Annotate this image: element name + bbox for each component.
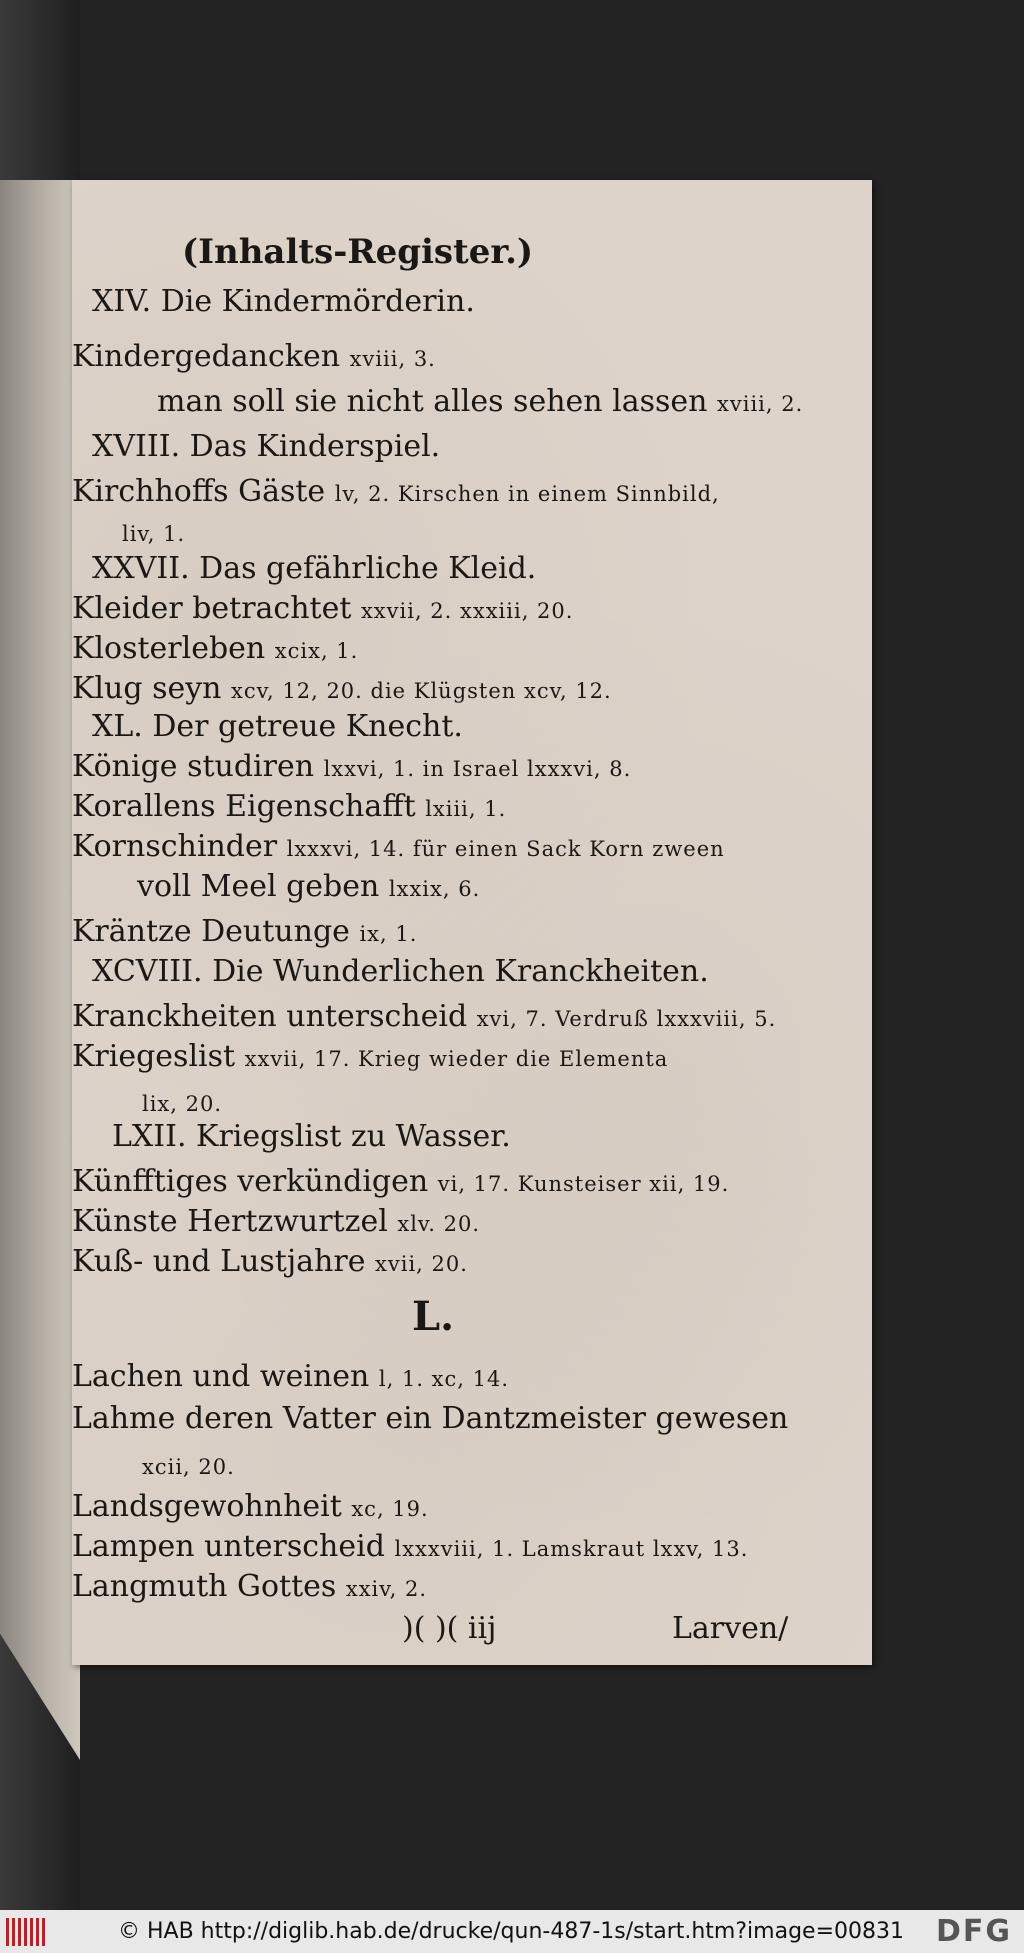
entry-text: Lahme deren Vatter ein Dantzmeister gewesen [72,1401,789,1436]
entry-text: XCVIII. Die Wunderlichen Kranckheiten. [92,954,709,989]
entry-text: Klug seyn [72,671,222,706]
letter-heading: L. [412,1293,455,1340]
index-entry [142,1448,235,1484]
entry-ref: xlv. 20. [397,1212,481,1236]
entry-ref: liv, 1. [122,522,186,546]
index-entry [72,672,612,708]
index-entry [72,592,573,628]
section-heading [92,955,709,989]
entry-text: Künfftiges verkündigen [72,1164,429,1199]
entry-ref: lxxix, 6. [388,877,481,901]
entry-text: Kornschinder [72,829,278,864]
entry-text: Korallens Eigenschafft [72,789,416,824]
index-entry [72,1490,429,1526]
index-entry [72,915,417,951]
entry-text: XVIII. Das Kinderspiel. [92,429,441,464]
entry-ref: lxxvi, 1. in Israel lxxxvi, 8. [323,757,632,781]
entry-text: XIV. Die Kindermörderin. [92,284,475,319]
entry-ref: xcix, 1. [274,639,359,663]
section-heading [92,710,463,744]
entry-ref: lxxxvi, 14. für einen Sack Korn zween [286,837,725,861]
index-entry [72,1165,729,1201]
entry-text: Landsgewohnheit [72,1489,342,1524]
index-entry [72,750,631,786]
book-page [72,180,872,1665]
index-entry [122,515,185,551]
index-entry [137,870,480,906]
section-heading [92,430,440,464]
dfg-logo: DFG [935,1914,1012,1949]
index-entry [72,1205,480,1241]
entry-ref: ix, 1. [359,922,418,946]
catchword: Larven/ [672,1611,789,1646]
index-entry [72,340,436,376]
index-entry [72,1040,668,1076]
entry-ref: l, 1. xc, 14. [378,1367,510,1391]
entry-ref: xvii, 20. [375,1252,468,1276]
entry-ref: xc, 19. [351,1497,429,1521]
entry-text: Kriegeslist [72,1039,236,1074]
entry-text: Kuß- und Lustjahre [72,1244,366,1279]
entry-ref: xxiv, 2. [345,1577,428,1601]
entry-text: LXII. Kriegslist zu Wasser. [112,1119,511,1154]
index-entry [72,790,506,826]
index-entry [72,1530,748,1566]
entry-ref: xcii, 20. [142,1455,235,1479]
entry-text: Kleider betrachtet [72,591,352,626]
index-entry [157,385,803,421]
page-header: (Inhalts-Register.) [182,232,534,272]
entry-ref: lv, 2. Kirschen in einem Sinnbild, [334,482,720,506]
footer-credit[interactable]: © HAB http://diglib.hab.de/drucke/qun-487-1s/start.htm?image=00831 [118,1919,904,1944]
index-entry [72,1000,776,1036]
index-entry [72,1360,509,1396]
entry-text: Kräntze Deutunge [72,914,350,949]
barcode-icon [6,1918,46,1946]
entry-ref: vi, 17. Kunsteiser xii, 19. [437,1172,730,1196]
entry-text: XXVII. Das gefährliche Kleid. [92,551,537,586]
section-heading [92,552,536,586]
section-heading [92,285,475,319]
entry-ref: xviii, 3. [349,347,436,371]
index-entry [72,475,720,511]
signature-mark: )( )( iij [402,1611,497,1646]
entry-text: Kranckheiten unterscheid [72,999,468,1034]
entry-ref: xxvii, 2. xxxiii, 20. [360,599,574,623]
index-entry [72,1570,427,1606]
entry-ref: lix, 20. [142,1092,223,1116]
entry-text: man soll sie nicht alles sehen lassen [157,384,708,419]
index-entry [72,632,358,668]
entry-text: Lampen unterscheid [72,1529,385,1564]
entry-text: Klosterleben [72,631,266,666]
index-entry [142,1085,222,1121]
entry-ref: xxvii, 17. Krieg wieder die Elementa [244,1047,669,1071]
entry-text: Kirchhoffs Gäste [72,474,326,509]
entry-ref: xviii, 2. [717,392,804,416]
entry-text: Kindergedancken [72,339,341,374]
entry-text: XL. Der getreue Knecht. [92,709,463,744]
index-entry [72,1402,788,1436]
index-entry [72,830,725,866]
footer-bar [0,1910,1024,1953]
previous-page-edge [0,180,80,1760]
entry-ref: xvi, 7. Verdruß lxxxviii, 5. [476,1007,777,1031]
entry-text: Könige studiren [72,749,315,784]
entry-ref: lxxxviii, 1. Lamskraut lxxv, 13. [394,1537,749,1561]
section-heading [112,1120,511,1154]
index-entry [72,1245,468,1281]
entry-text: voll Meel geben [137,869,380,904]
entry-text: Künste Hertzwurtzel [72,1204,388,1239]
entry-text: Lachen und weinen [72,1359,370,1394]
entry-text: Langmuth Gottes [72,1569,337,1604]
entry-ref: xcv, 12, 20. die Klügsten xcv, 12. [231,679,612,703]
entry-ref: lxiii, 1. [425,797,507,821]
